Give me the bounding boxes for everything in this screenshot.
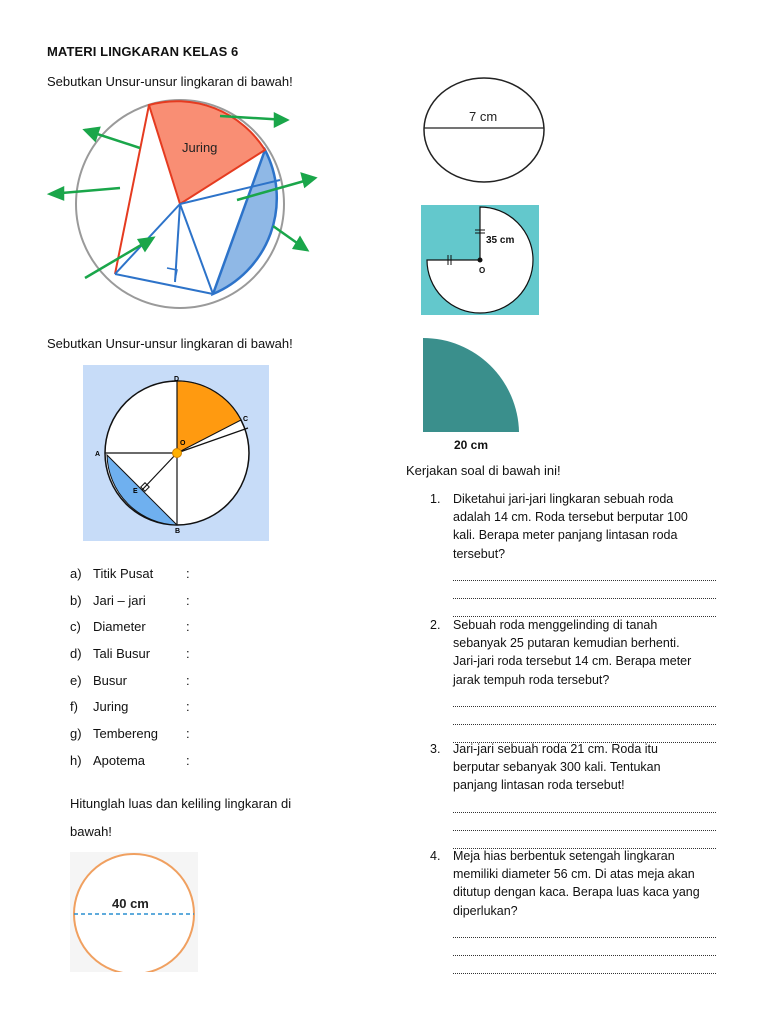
exercise-intro: Kerjakan soal di bawah ini! — [406, 463, 561, 478]
list-item: f) Juring : — [70, 699, 190, 715]
label-b: B — [175, 528, 181, 535]
label-d: D — [174, 376, 180, 383]
three-quarter-circle-figure — [421, 205, 539, 315]
section1-prompt: Sebutkan Unsur-unsur lingkaran di bawah! — [47, 74, 293, 89]
label-20cm: 20 cm — [454, 438, 489, 452]
answer-line[interactable] — [453, 938, 716, 956]
label-35cm: 35 cm — [486, 235, 515, 246]
answer-line[interactable] — [453, 956, 716, 974]
answer-line[interactable] — [453, 581, 716, 599]
page-title: MATERI LINGKARAN KELAS 6 — [47, 44, 239, 59]
label-o-center: O — [479, 266, 486, 275]
answer-line[interactable] — [453, 689, 716, 707]
list-item: c) Diameter : — [70, 619, 190, 635]
list-item: h) Apotema : — [70, 752, 190, 768]
answer-line[interactable] — [453, 920, 716, 938]
juring-label: Juring — [182, 140, 218, 155]
label-a: A — [95, 451, 101, 458]
list-item: a) Titik Pusat : — [70, 566, 190, 581]
list-item: e) Busur : — [70, 672, 190, 688]
circle-7cm — [424, 78, 544, 182]
circle-elements-diagram-1 — [25, 98, 345, 310]
section2-prompt: Sebutkan Unsur-unsur lingkaran di bawah! — [47, 336, 293, 351]
label-e: E — [133, 488, 138, 495]
circle-40cm — [74, 854, 194, 972]
answer-line[interactable] — [453, 795, 716, 813]
answer-line[interactable] — [453, 813, 716, 831]
answer-line[interactable] — [453, 599, 716, 617]
quarter-circle — [423, 338, 519, 432]
center-dot — [478, 258, 483, 263]
question-2: 2. Sebuah roda menggelinding di tanah sebanyak 25 putaran kemudian berhenti. Jari-jari roda tersebut 14 cm. Berapa meter jarak tempuh roda tersebut? — [430, 616, 720, 743]
section3-prompt: Hitunglah luas dan keliling lingkaran di bawah! — [70, 796, 292, 839]
label-7cm: 7 cm — [469, 109, 498, 124]
quarter-circle-figure — [421, 336, 521, 456]
question-1: 1. Diketahui jari-jari lingkaran sebuah roda adalah 14 cm. Roda tersebut berputar 100 kali. Berapa meter panjang lintasan roda tersebut? — [430, 490, 720, 617]
circle-40cm-figure — [70, 852, 198, 972]
list-item: g) Tembereng : — [70, 726, 190, 742]
label-o: O — [180, 440, 186, 447]
answer-line[interactable] — [453, 831, 716, 849]
question-3: 3. Jari-jari sebuah roda 21 cm. Roda itu berputar sebanyak 300 kali. Tentukan panjang lintasan roda tersebut! — [430, 740, 720, 849]
label-c: C — [243, 416, 249, 423]
center-point — [173, 449, 182, 458]
list-item: b) Jari – jari : — [70, 592, 190, 608]
elements-list — [70, 566, 400, 780]
circle-elements-diagram-2 — [83, 365, 269, 541]
answer-line[interactable] — [453, 563, 716, 581]
list-item: d) Tali Busur : — [70, 646, 190, 662]
question-4: 4. Meja hias berbentuk setengah lingkaran memiliki diameter 56 cm. Di atas meja akan ditutup dengan kaca. Berapa luas kaca yang diperlukan? — [430, 847, 720, 974]
answer-line[interactable] — [453, 707, 716, 725]
circle-7cm-figure — [420, 76, 548, 186]
label-40cm: 40 cm — [112, 896, 149, 911]
